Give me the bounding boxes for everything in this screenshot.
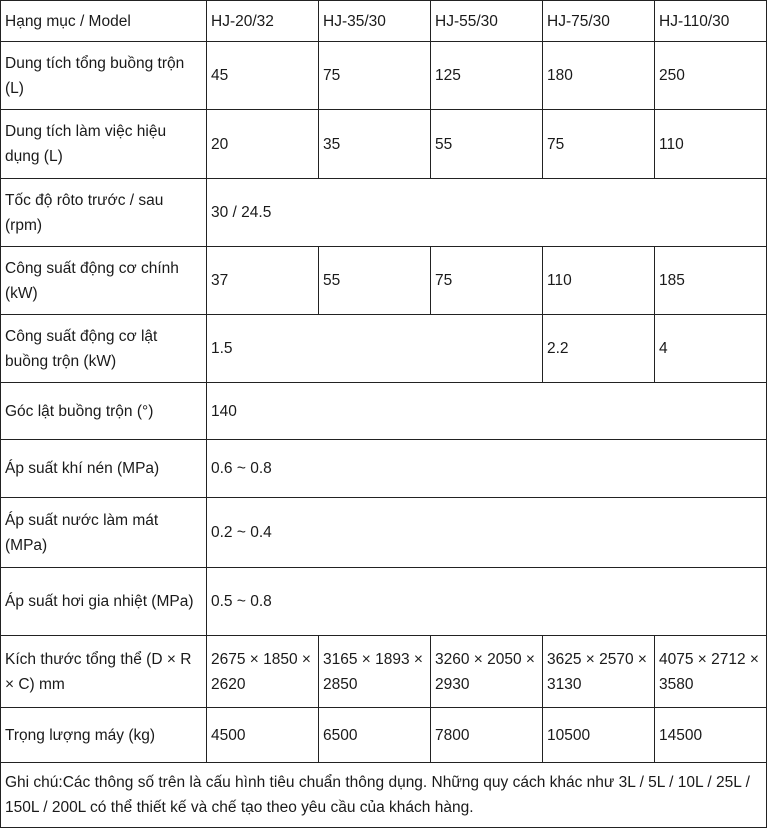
value-cell-merged: 0.5 ~ 0.8 — [207, 568, 767, 636]
row-label: Kích thước tổng thể (D × R × C) mm — [1, 636, 207, 708]
value-cell: 3165 × 1893 × 2850 — [319, 636, 431, 708]
table-row-dimensions — [1, 636, 767, 708]
row-label: Trọng lượng máy (kg) — [1, 708, 207, 763]
value-cell: 75 — [543, 110, 655, 179]
value-cell: 250 — [655, 42, 767, 110]
value-cell: 2675 × 1850 × 2620 — [207, 636, 319, 708]
table-row-working-capacity — [1, 110, 767, 179]
table-row-tilt-motor-power — [1, 315, 767, 383]
header-label-cell: Hạng mục / Model — [1, 1, 207, 42]
value-cell: 4 — [655, 315, 767, 383]
value-cell: 55 — [431, 110, 543, 179]
value-cell: 2.2 — [543, 315, 655, 383]
value-cell-merged: 0.6 ~ 0.8 — [207, 440, 767, 498]
table-row-cooling-water-pressure — [1, 498, 767, 568]
row-label: Dung tích làm việc hiệu dụng (L) — [1, 110, 207, 179]
row-label: Dung tích tổng buồng trộn (L) — [1, 42, 207, 110]
value-cell: 37 — [207, 247, 319, 315]
value-cell: 35 — [319, 110, 431, 179]
row-label: Góc lật buồng trộn (°) — [1, 383, 207, 440]
value-cell-merged: 1.5 — [207, 315, 543, 383]
value-cell: 4075 × 2712 × 3580 — [655, 636, 767, 708]
header-model-cell: HJ-75/30 — [543, 1, 655, 42]
row-label: Công suất động cơ chính (kW) — [1, 247, 207, 315]
value-cell: 3260 × 2050 × 2930 — [431, 636, 543, 708]
value-cell: 6500 — [319, 708, 431, 763]
value-cell-merged: 30 / 24.5 — [207, 179, 767, 247]
header-row — [1, 1, 767, 42]
row-label: Áp suất hơi gia nhiệt (MPa) — [1, 568, 207, 636]
table-row-total-capacity — [1, 42, 767, 110]
row-label: Áp suất nước làm mát (MPa) — [1, 498, 207, 568]
table-row-note — [1, 763, 767, 828]
value-cell: 75 — [319, 42, 431, 110]
value-cell: 110 — [655, 110, 767, 179]
value-cell: 20 — [207, 110, 319, 179]
value-cell: 14500 — [655, 708, 767, 763]
row-label: Áp suất khí nén (MPa) — [1, 440, 207, 498]
row-label: Công suất động cơ lật buồng trộn (kW) — [1, 315, 207, 383]
table-row-weight — [1, 708, 767, 763]
header-model-cell: HJ-55/30 — [431, 1, 543, 42]
value-cell: 185 — [655, 247, 767, 315]
value-cell: 7800 — [431, 708, 543, 763]
value-cell: 180 — [543, 42, 655, 110]
row-label: Tốc độ rôto trước / sau (rpm) — [1, 179, 207, 247]
header-model-cell: HJ-20/32 — [207, 1, 319, 42]
table-row-tilt-angle — [1, 383, 767, 440]
footnote: Ghi chú:Các thông số trên là cấu hình tiêu chuẩn thông dụng. Những quy cách khác như 3L / 5L / 10L / 25L / 150L / 200L có thể thiết kế và chế tạo theo yêu cầu của khách hàng. — [1, 763, 767, 828]
value-cell: 4500 — [207, 708, 319, 763]
value-cell: 55 — [319, 247, 431, 315]
value-cell: 110 — [543, 247, 655, 315]
table-row-main-motor-power — [1, 247, 767, 315]
table-row-steam-pressure — [1, 568, 767, 636]
value-cell: 10500 — [543, 708, 655, 763]
table-row-rotor-speed — [1, 179, 767, 247]
header-model-cell: HJ-35/30 — [319, 1, 431, 42]
header-model-cell: HJ-110/30 — [655, 1, 767, 42]
value-cell: 3625 × 2570 × 3130 — [543, 636, 655, 708]
table-row-air-pressure — [1, 440, 767, 498]
value-cell: 45 — [207, 42, 319, 110]
value-cell-merged: 140 — [207, 383, 767, 440]
value-cell-merged: 0.2 ~ 0.4 — [207, 498, 767, 568]
value-cell: 125 — [431, 42, 543, 110]
value-cell: 75 — [431, 247, 543, 315]
